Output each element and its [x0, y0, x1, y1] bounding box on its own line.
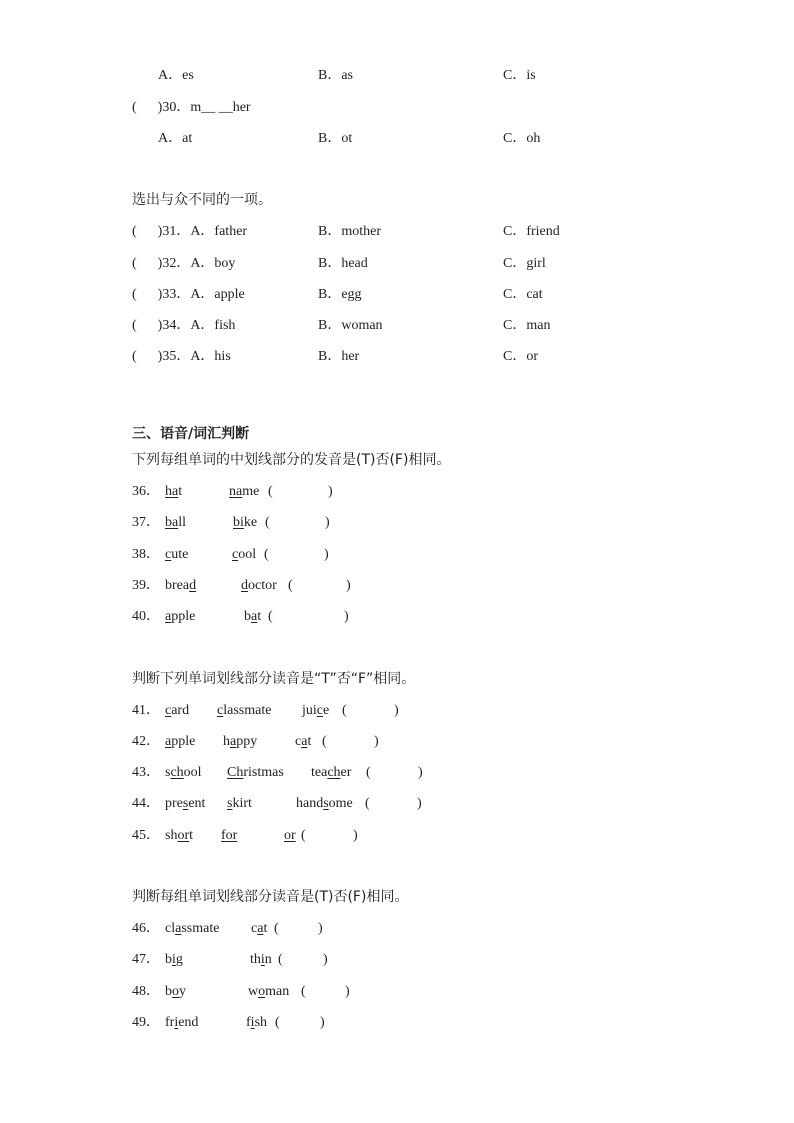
underlined-part: o — [172, 984, 179, 999]
q30-option-a: A．at — [158, 131, 193, 146]
underlined-part: c — [232, 547, 239, 562]
q32-option-c: C．girl — [503, 256, 546, 271]
underlined-part: or — [177, 828, 190, 843]
odd-one-out-instruction: 选出与众不同的一项。 — [132, 192, 272, 208]
underlined-part: i — [172, 952, 176, 967]
underlined-part: a — [175, 921, 182, 936]
q47-word-2: thin — [250, 952, 272, 967]
underlined-part: c — [165, 547, 172, 562]
q29-option-b: B．as — [318, 68, 353, 83]
underlined-part: o — [258, 984, 266, 999]
q41-answer-close: ) — [394, 703, 399, 718]
q47-number: 47． — [132, 952, 160, 967]
q29-option-c: C．is — [503, 68, 536, 83]
q31-stem: ( )31．A．father — [132, 224, 248, 239]
q49-word-1: friend — [165, 1015, 199, 1030]
q46-answer-open: ( — [274, 921, 279, 936]
underlined-part: ch — [327, 765, 341, 780]
q40-number: 40． — [132, 609, 160, 624]
q30-blank-2: __ — [218, 100, 233, 115]
q43-answer-open: ( — [366, 765, 371, 780]
q38-word-1: cute — [165, 547, 189, 562]
q46-word-2: cat — [251, 921, 268, 936]
q38-answer-open: ( — [264, 547, 269, 562]
q48-answer-open: ( — [301, 984, 306, 999]
underlined-part: a — [165, 609, 172, 624]
q38-word-2: cool — [232, 547, 257, 562]
q42-word-2: happy — [223, 734, 258, 749]
q35-stem: ( )35．A．his — [132, 349, 231, 364]
q45-word-2 — [221, 827, 237, 845]
underlined-part: i — [250, 1015, 255, 1030]
q46-word-1: classmate — [165, 921, 220, 936]
underlined-part: a — [257, 921, 264, 936]
q38-answer-close: ) — [324, 547, 329, 562]
underlined-part: c — [217, 703, 224, 718]
q41-word-3: juice — [302, 703, 330, 718]
section-3-title: 三、语音/词汇判断 — [132, 426, 250, 442]
underlined-part: a — [165, 734, 172, 749]
q37-answer-open: ( — [265, 515, 270, 530]
q49-number: 49． — [132, 1015, 160, 1030]
underlined-part: ha — [165, 484, 179, 499]
q46-number: 46． — [132, 921, 160, 936]
q30-prefix: ( )30．m — [132, 100, 202, 115]
q41-number: 41． — [132, 703, 160, 718]
q39-answer-open: ( — [288, 578, 293, 593]
q39-number: 39． — [132, 578, 160, 593]
q48-number: 48． — [132, 984, 160, 999]
q42-answer-close: ) — [374, 734, 379, 749]
q45-word-3 — [284, 827, 296, 845]
underlined-part: s — [182, 796, 189, 811]
q43-word-1: school — [165, 765, 202, 780]
q39-answer-close: ) — [346, 578, 351, 593]
q47-answer-close: ) — [323, 952, 328, 967]
q48-word-2: woman — [248, 984, 290, 999]
q45-number: 45． — [132, 828, 160, 843]
underlined-part: c — [165, 703, 172, 718]
q47-word-1: big — [165, 952, 183, 967]
section-3-instruction-2: 判断下列单词划线部分读音是“T”否“F”相同。 — [132, 671, 416, 687]
q41-word-1: card — [165, 703, 190, 718]
q41-answer-open: ( — [342, 703, 347, 718]
q37-word-1: ball — [165, 515, 186, 530]
q43-number: 43． — [132, 765, 160, 780]
underlined-part: i — [174, 1015, 179, 1030]
q33-option-c: C．cat — [503, 287, 543, 302]
q36-answer-open: ( — [268, 484, 273, 499]
q44-answer-close: ) — [417, 796, 422, 811]
q29-option-a: A．es — [158, 68, 194, 83]
underlined-part: bi — [233, 515, 244, 530]
q35-option-b: B．her — [318, 349, 360, 364]
q48-answer-close: ) — [345, 984, 350, 999]
q30-blank-1: __ — [201, 100, 216, 115]
q30-option-b: B．ot — [318, 131, 353, 146]
q47-answer-open: ( — [278, 952, 283, 967]
q33-option-b: B．egg — [318, 287, 362, 302]
q35-option-c: C．or — [503, 349, 538, 364]
underlined-part: na — [229, 484, 243, 499]
q41-word-2: classmate — [217, 703, 272, 718]
underlined-part: c — [316, 703, 323, 718]
q44-word-1: present — [165, 796, 206, 811]
q32-stem: ( )32．A．boy — [132, 256, 236, 271]
underlined-part: s — [323, 796, 329, 811]
underlined-part: a — [251, 609, 258, 624]
q40-answer-open: ( — [268, 609, 273, 624]
q44-word-2: skirt — [227, 796, 252, 811]
underlined-part: a — [301, 734, 308, 749]
q38-number: 38． — [132, 547, 160, 562]
underlined-part: ba — [165, 515, 179, 530]
q42-answer-open: ( — [322, 734, 327, 749]
q30-suffix: her — [232, 100, 251, 115]
q37-word-2: bike — [233, 515, 258, 530]
underlined-part: ch — [170, 765, 184, 780]
q45-word-1: short — [165, 828, 194, 843]
q44-word-3: handsome — [296, 796, 353, 811]
q44-answer-open: ( — [365, 796, 370, 811]
underlined-part: d — [189, 578, 197, 593]
q31-option-b: B．mother — [318, 224, 381, 239]
q42-word-1: apple — [165, 734, 196, 749]
q43-answer-close: ) — [418, 765, 423, 780]
underlined-part: i — [260, 952, 265, 967]
q37-number: 37． — [132, 515, 160, 530]
q39-word-2: doctor — [241, 578, 277, 593]
q36-number: 36． — [132, 484, 160, 499]
q49-answer-open: ( — [275, 1015, 280, 1030]
q31-option-c: C．friend — [503, 224, 560, 239]
q30-option-c: C．oh — [503, 131, 541, 146]
q42-word-3: cat — [295, 734, 312, 749]
q40-word-1: apple — [165, 609, 196, 624]
q36-word-2: name — [229, 484, 260, 499]
q46-answer-close: ) — [318, 921, 323, 936]
q43-word-2: Christmas — [227, 765, 284, 780]
q34-option-c: C．man — [503, 318, 551, 333]
q39-word-1: bread — [165, 578, 197, 593]
underlined-part: or — [284, 828, 296, 843]
q32-option-b: B．head — [318, 256, 368, 271]
section-3-instruction-1: 下列每组单词的中划线部分的发音是(T)否(F)相同。 — [132, 452, 451, 468]
q36-word-1: hat — [165, 484, 183, 499]
q42-number: 42． — [132, 734, 160, 749]
underlined-part: for — [221, 828, 238, 843]
underlined-part: Ch — [227, 765, 244, 780]
q43-word-3: teacher — [311, 765, 352, 780]
q30-stem — [132, 99, 251, 117]
underlined-part: a — [230, 734, 237, 749]
q49-answer-close: ) — [320, 1015, 325, 1030]
q34-option-b: B．woman — [318, 318, 383, 333]
q34-stem: ( )34．A．fish — [132, 318, 236, 333]
q40-word-2: bat — [244, 609, 262, 624]
q40-answer-close: ) — [344, 609, 349, 624]
q36-answer-close: ) — [328, 484, 333, 499]
underlined-part: d — [241, 578, 248, 593]
q49-word-2: fish — [246, 1015, 268, 1030]
underlined-part: s — [227, 796, 233, 811]
q45-answer-close: ) — [353, 828, 358, 843]
q37-answer-close: ) — [325, 515, 330, 530]
q44-number: 44． — [132, 796, 160, 811]
q45-answer-open: ( — [301, 828, 306, 843]
q48-word-1: boy — [165, 984, 186, 999]
q33-stem: ( )33．A．apple — [132, 287, 245, 302]
section-3-instruction-3: 判断每组单词划线部分读音是(T)否(F)相同。 — [132, 889, 409, 905]
